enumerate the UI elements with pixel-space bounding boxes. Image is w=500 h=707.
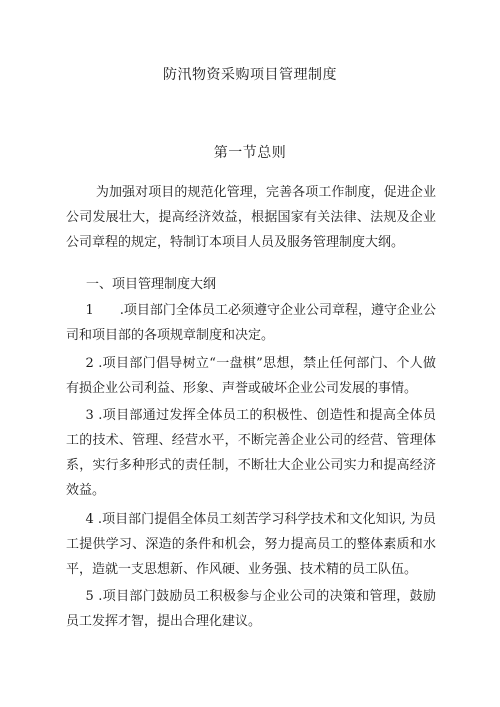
list-item-4: 4 .项目部门提倡全体员工刻苦学习科学技术和文化知识, 为员工提供学习、深造的条件和机会，努力提高员工的整体素质和水平，造就一支思想新、作风硬、业务强、技术精的员工队伍。 (66, 512, 436, 577)
list-item-5: 5 .项目部门鼓励员工积极参与企业公司的决策和管理，鼓励员工发挥才智，提出合理化建议。 (66, 589, 436, 629)
list-item-1: 1 .项目部门全体员工必须遵守企业公司章程，遵守企业公司和项目部的各项规章制度和决定。 (66, 303, 436, 343)
document-title: 防汛物资采购项目管理制度 (163, 67, 337, 83)
list-item-2: 2 .项目部门倡导树立“一盘棋”思想，禁止任何部门、个人做有损企业公司利益、形象、声誉或破坏企业公司发展的事情。 (66, 356, 436, 396)
section-heading: 一、项目管理制度大纲 (86, 277, 217, 292)
section-title: 第一节总则 (213, 145, 287, 161)
list-item-3: 3 .项目部通过发挥全体员工的积极性、创造性和提高全体员工的技术、管理、经营水平，不断完善企业公司的经营、管理体系，实行多种形式的责任制，不断壮大企业公司实力和提高经济效益。 (66, 408, 436, 498)
intro-paragraph: 为加强对项目的规范化管理，完善各项工作制度，促进企业公司发展壮大，提高经济效益，根据国家有关法律、法规及企业公司章程的规定，特制订本项目人员及服务管理制度大纲。 (66, 185, 436, 250)
